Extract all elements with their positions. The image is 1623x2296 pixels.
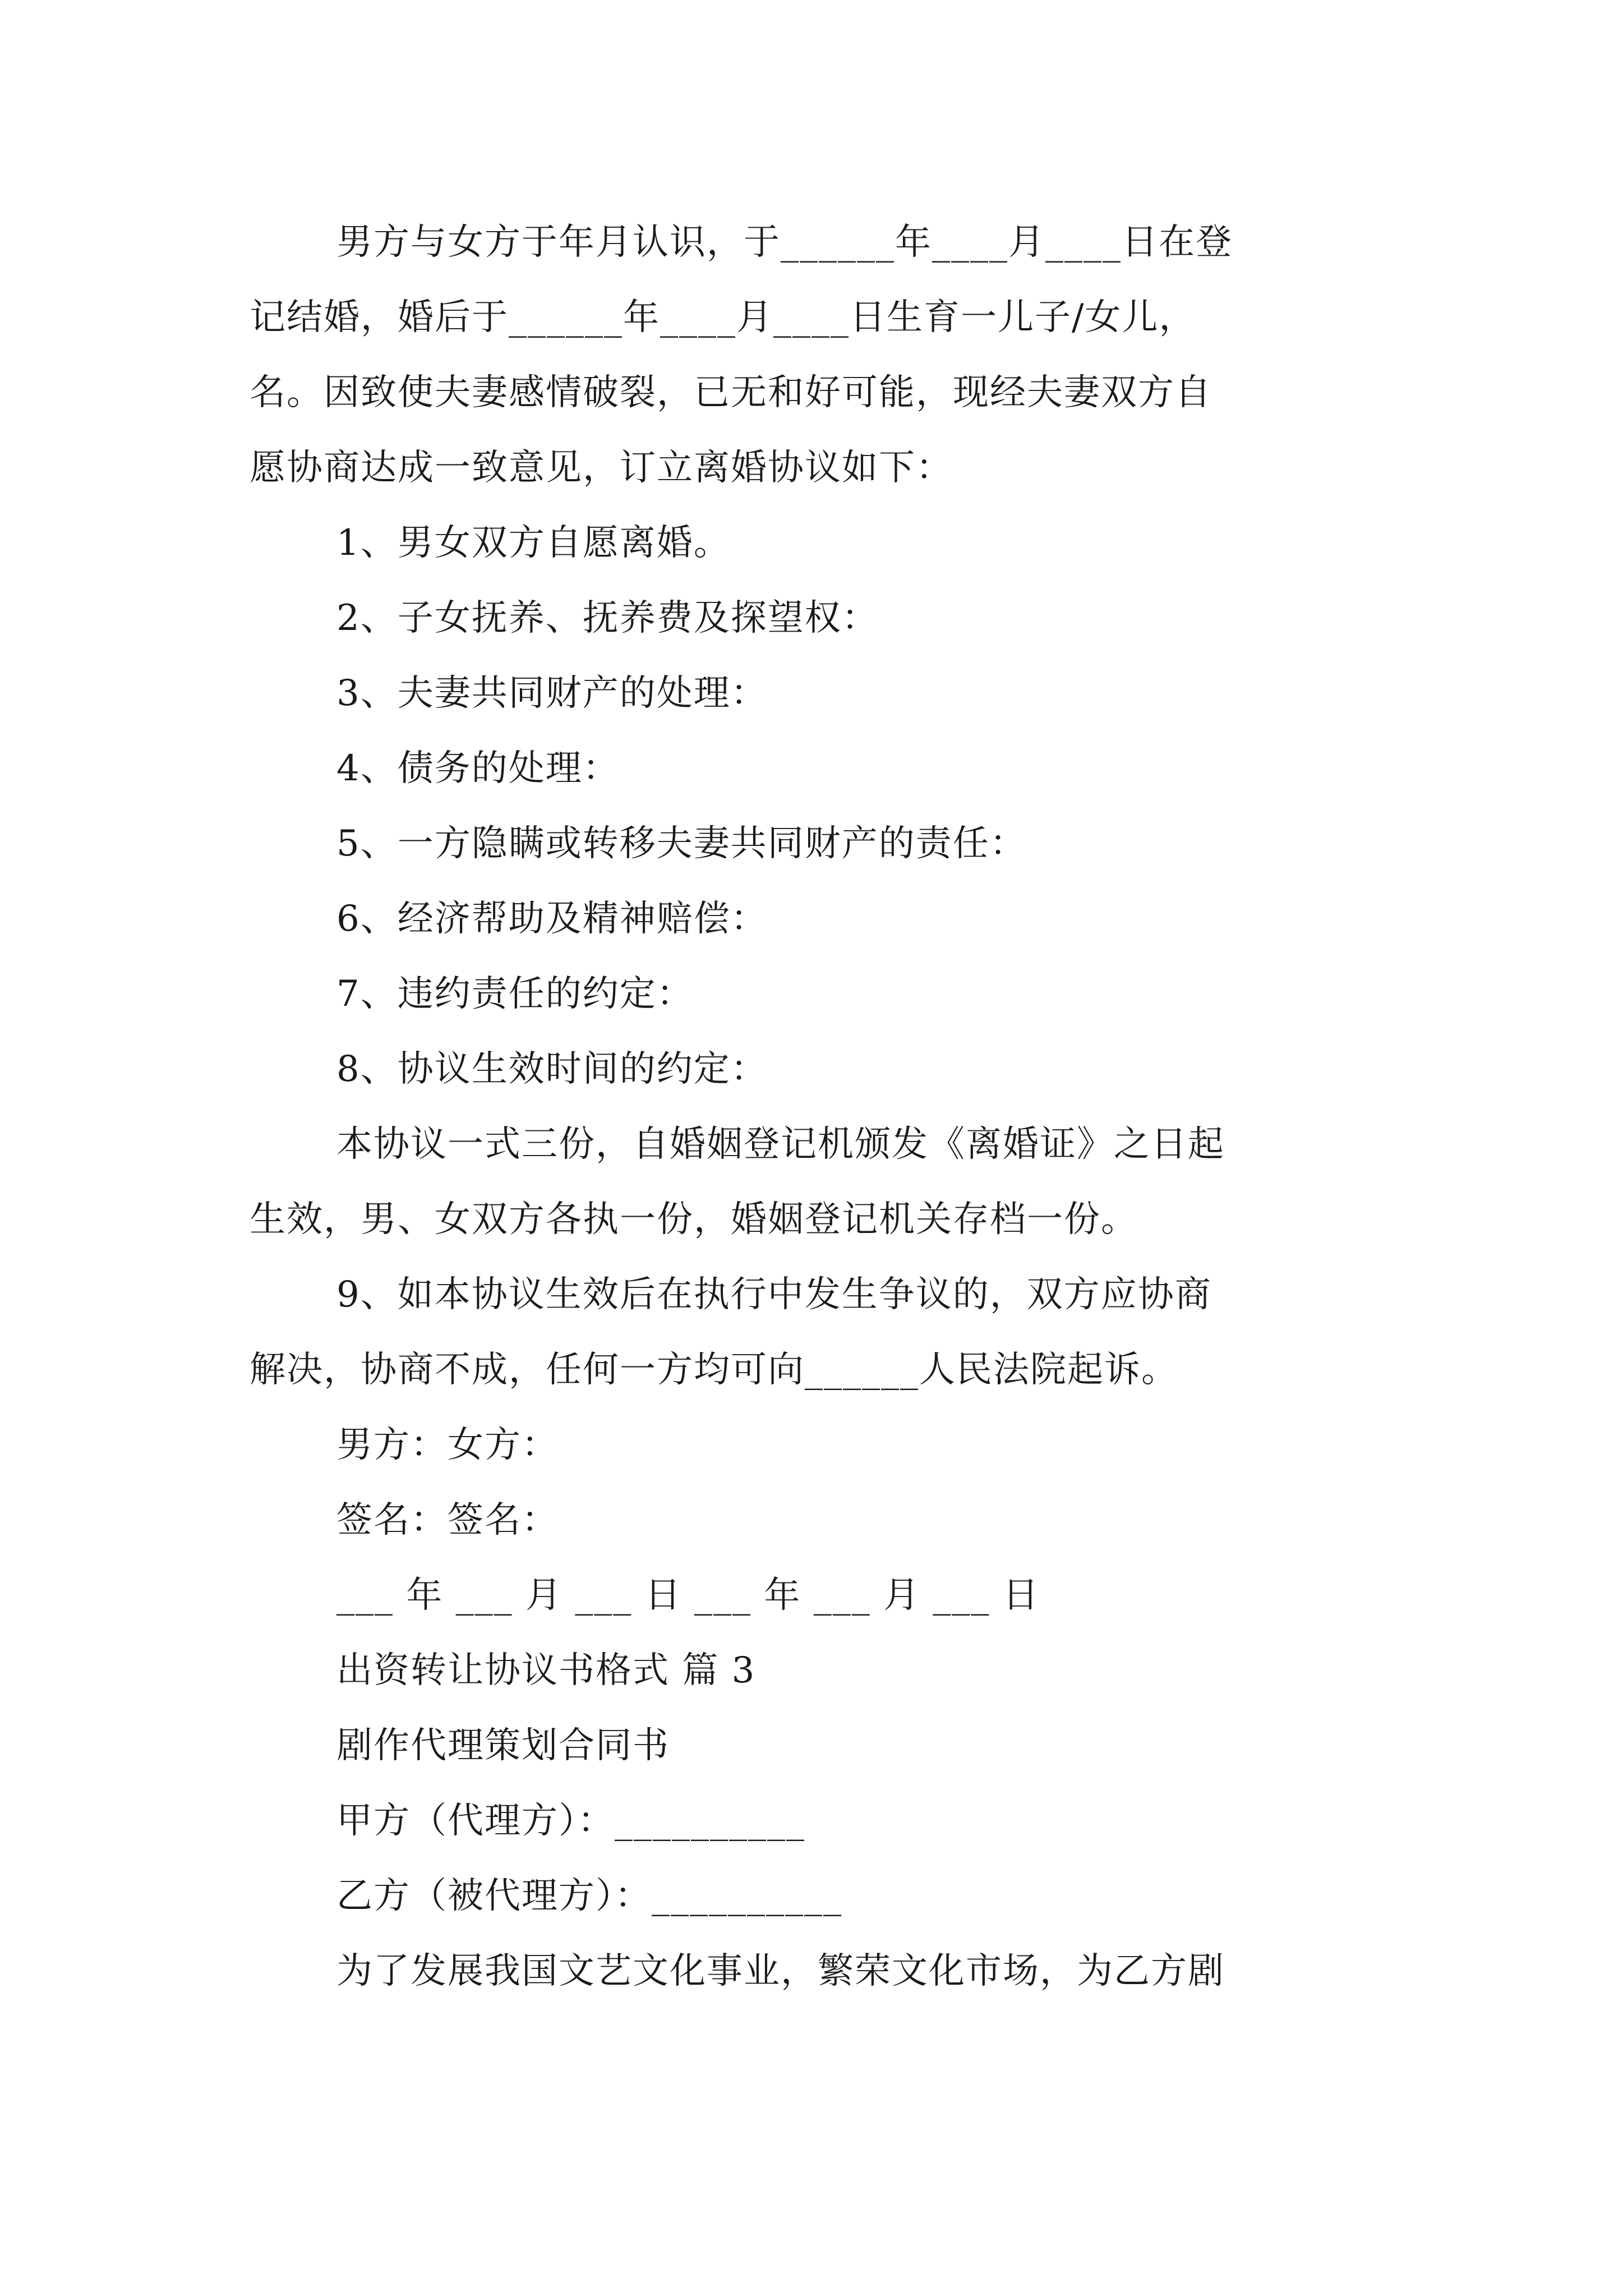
clause-3: 3、夫妻共同财产的处理： — [336, 673, 768, 714]
clause-6: 6、经济帮助及精神赔偿： — [336, 898, 768, 940]
dispute-line-2: 解决，协商不成，任何一方均可向______人民法院起诉。 — [250, 1349, 1178, 1391]
signatures-line: 签名：签名： — [336, 1499, 559, 1541]
party-b-line: 乙方（被代理方）：__________ — [336, 1875, 842, 1917]
dispute-line-1: 9、如本协议生效后在执行中发生争议的，双方应协商 — [336, 1274, 1212, 1315]
clause-1: 1、男女双方自愿离婚。 — [336, 522, 731, 564]
clause-2: 2、子女抚养、抚养费及探望权： — [336, 597, 879, 639]
copies-line-1: 本协议一式三份，自婚姻登记机颁发《离婚证》之日起 — [336, 1124, 1225, 1165]
intro-line-3: 名。因致使夫妻感情破裂，已无和好可能，现经夫妻双方自 — [250, 372, 1212, 413]
copies-line-2: 生效，男、女双方各执一份，婚姻登记机关存档一份。 — [250, 1199, 1138, 1240]
intro-line-4: 愿协商达成一致意见，订立离婚协议如下： — [250, 447, 953, 489]
intro-line-1: 男方与女方于年月认识，于______年____月____日在登 — [336, 222, 1233, 263]
parties-line: 男方：女方： — [336, 1424, 559, 1466]
party-a-line: 甲方（代理方）：__________ — [336, 1800, 805, 1842]
clause-7: 7、违约责任的约定： — [336, 973, 694, 1015]
section-heading: 出资转让协议书格式 篇 3 — [336, 1650, 756, 1691]
intro-line-2: 记结婚，婚后于______年____月____日生育一儿子/女儿， — [250, 297, 1196, 338]
contract-title: 剧作代理策划合同书 — [336, 1725, 670, 1766]
clause-5: 5、一方隐瞒或转移夫妻共同财产的责任： — [336, 823, 1027, 864]
dates-line: ___ 年 ___ 月 ___ 日 ___ 年 ___ 月 ___ 日 — [336, 1575, 1040, 1616]
clause-4: 4、债务的处理： — [336, 748, 620, 789]
clause-8: 8、协议生效时间的约定： — [336, 1048, 768, 1090]
last-line: 为了发展我国文艺文化事业，繁荣文化市场，为乙方剧 — [336, 1950, 1225, 1992]
